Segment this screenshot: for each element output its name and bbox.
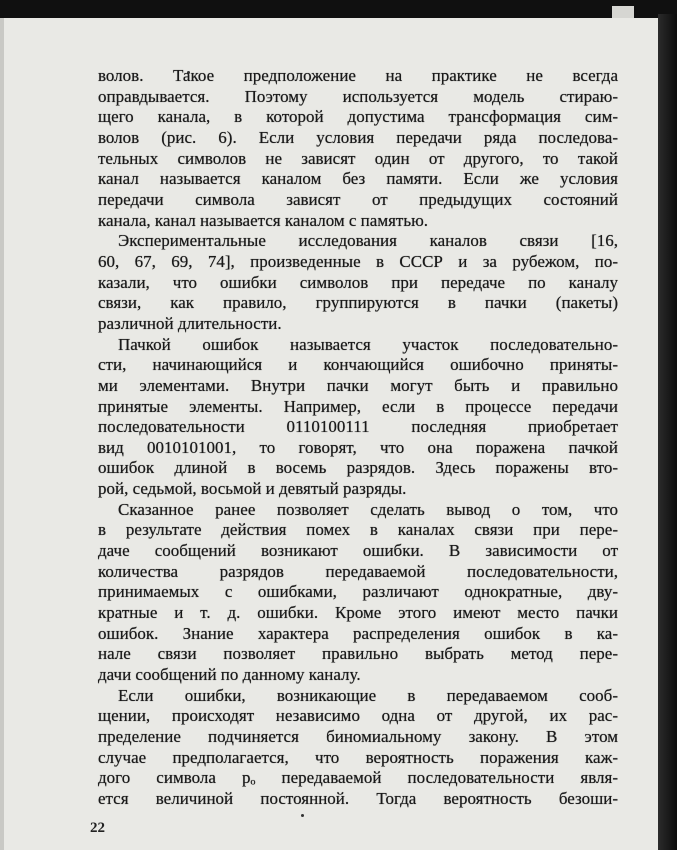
page-number: 22: [90, 820, 105, 836]
text-line: рой, седьмой, восьмой и девятый разряды.: [98, 479, 407, 499]
text-line: казали, что ошибки символов при передаче по каналу: [98, 272, 618, 292]
text-line: ошибок длиной в восемь разрядов. Здесь поражены вто-: [98, 458, 618, 478]
scan-right-border: [658, 14, 677, 850]
scan-left-shadow: [0, 18, 4, 850]
text-line: кратные и т. д. ошибки. Кроме этого имеют место пачки: [98, 603, 618, 623]
paragraph: [98, 686, 618, 810]
text-line: Если ошибки, возникающие в передаваемом сооб-: [118, 685, 618, 705]
text-line: Экспериментальные исследования каналов связи [16,: [118, 231, 618, 251]
text-line: нале связи позволяет правильно выбрать метод пере-: [98, 644, 618, 664]
paragraph: [98, 66, 618, 231]
text-line: канал называется каналом без памяти. Если же условия: [98, 169, 618, 189]
text-line: принятые элементы. Например, если в процессе передачи: [98, 396, 618, 416]
text-line: Сказанное ранее позволяет сделать вывод о том, что: [118, 499, 618, 519]
text-line: волов (рис. 6). Если условия передачи ряда последова-: [98, 127, 618, 147]
text-line: ми элементами. Внутри пачки могут быть и правильно: [98, 375, 618, 395]
print-speck: [301, 814, 304, 817]
paragraph: [98, 231, 618, 334]
text-line: канала, канал называется каналом с памятью.: [98, 210, 429, 230]
text-line: даче сообщений возникают ошибки. В зависимости от: [98, 541, 618, 561]
text-line: сти, начинающийся и кончающийся ошибочно приняты-: [98, 355, 618, 375]
text-line: ется величиной постоянной. Тогда вероятность безоши-: [98, 788, 618, 808]
text-line: в результате действия помех в каналах связи при пере-: [98, 520, 618, 540]
text-line: связи, как правило, группируются в пачки (пакеты): [98, 293, 618, 313]
text-line: пределение подчиняется биномиальному закону. В этом: [98, 727, 618, 746]
text-line: дачи сообщений по данному каналу.: [98, 665, 361, 685]
paragraph: [98, 500, 618, 686]
text-line: принимаемых с ошибками, различают однократные, дву-: [98, 582, 618, 602]
text-line: оправдывается. Поэтому используется модель стираю-: [98, 86, 618, 106]
page-body-text: [98, 66, 618, 810]
text-line: Пачкой ошибок называется участок последовательно-: [118, 334, 618, 354]
text-line: волов. Такое предположение на практике не всегда: [98, 66, 618, 85]
text-line: ошибок. Знание характера распределения ошибок в ка-: [98, 623, 618, 643]
text-line: различной длительности.: [98, 313, 282, 333]
text-line: передачи символа зависят от предыдущих состояний: [98, 189, 618, 209]
text-line: щего канала, в которой допустима трансформация сим-: [98, 107, 618, 127]
text-line: дого символа pₒ передаваемой последовательности явля-: [98, 768, 618, 788]
text-line: тельных символов не зависят один от другого, то такой: [98, 148, 618, 168]
text-line: последовательности 0110100111 последняя приобретает: [98, 417, 618, 437]
text-line: количества разрядов передаваемой последовательности,: [98, 561, 618, 581]
text-line: 60, 67, 69, 74], произведенные в СССР и за рубежом, по-: [98, 251, 618, 271]
paragraph: [98, 335, 618, 500]
scan-border-gap: [612, 6, 634, 18]
text-line: вид 0010101001, то говорят, что она поражена пачкой: [98, 437, 618, 457]
scan-top-border: [0, 0, 677, 18]
text-line: щении, происходят независимо одна от другой, их рас-: [98, 706, 618, 726]
text-line: случае предполагается, что вероятность поражения каж-: [98, 747, 618, 767]
